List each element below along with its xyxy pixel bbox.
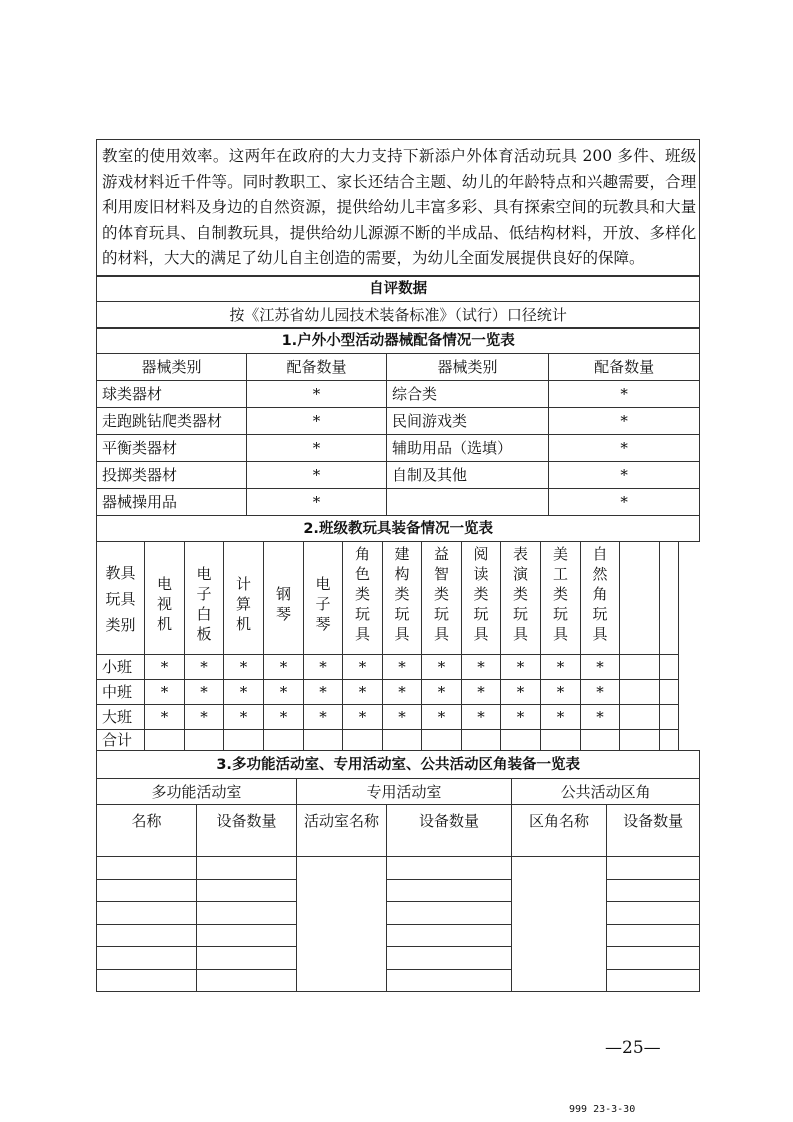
table2-cell (620, 730, 660, 751)
table3-cell (607, 902, 700, 925)
column-header-char: 计 (235, 575, 251, 594)
table2-cell (501, 730, 541, 751)
table3-cell (607, 857, 700, 880)
table2-cell (224, 730, 264, 751)
table2-cell (660, 730, 679, 751)
table3-subheader: 活动室名称 (297, 805, 387, 857)
table2-cell (383, 730, 422, 751)
table3-cell (607, 947, 700, 970)
corner-label: 教具 (105, 564, 136, 583)
table2-cell: * (224, 655, 264, 680)
column-header-char: 具 (473, 625, 489, 644)
column-header-char: 类 (433, 585, 449, 604)
table3-cell (197, 947, 297, 970)
column-header-char: 电 (156, 575, 172, 594)
table2-cell (620, 705, 660, 730)
column-header-char: 玩 (394, 605, 410, 624)
table2-cell: * (383, 680, 422, 705)
corner-label: 玩具 (105, 590, 136, 609)
table1-header: 器械类别 (387, 354, 549, 381)
table1-category: 走跑跳钻爬类器材 (97, 408, 247, 435)
table2-cell: * (145, 655, 185, 680)
table2-cell (422, 730, 462, 751)
table3-cell (387, 947, 512, 970)
table3-cell (197, 879, 297, 902)
table2-cell: * (185, 655, 224, 680)
table2-cell: * (383, 655, 422, 680)
column-header-char: 玩 (354, 605, 370, 624)
table3-subheader: 设备数量 (607, 805, 700, 857)
table2-cell (304, 730, 343, 751)
table1-category: 综合类 (387, 381, 549, 408)
table2-cell: * (581, 705, 620, 730)
document-page (96, 139, 699, 992)
table3-group-header: 公共活动区角 (512, 779, 700, 805)
column-header-char: 读 (473, 565, 489, 584)
table2-cell: * (264, 680, 304, 705)
table3-cell (607, 969, 700, 992)
column-header-char: 类 (552, 585, 568, 604)
table2-cell (620, 655, 660, 680)
table2-cell: * (145, 705, 185, 730)
column-header-char: 工 (552, 565, 568, 584)
table2-cell: * (462, 705, 501, 730)
column-header-char: 益 (433, 545, 449, 564)
table2-row-label: 大班 (97, 705, 145, 730)
table3-cell (97, 969, 197, 992)
table2-row-label: 合计 (97, 730, 145, 751)
table1-quantity: * (549, 489, 700, 516)
table1-quantity: * (549, 408, 700, 435)
column-header-char: 玩 (592, 605, 608, 624)
table1-header: 器械类别 (97, 354, 247, 381)
table3-cell (97, 857, 197, 880)
table2-column-header (224, 542, 264, 655)
table3-subheader: 设备数量 (197, 805, 297, 857)
table3-cell (387, 857, 512, 880)
table2-cell: * (185, 680, 224, 705)
table1-category: 自制及其他 (387, 462, 549, 489)
column-header-char: 角 (354, 545, 370, 564)
table2-cell (660, 705, 679, 730)
column-header-char: 然 (592, 565, 608, 584)
table2-cell (343, 730, 383, 751)
footer-code: 999 23-3-30 (569, 1104, 636, 1115)
table2-cell: * (501, 680, 541, 705)
corner-label: 类别 (105, 616, 136, 635)
table2-cell (185, 730, 224, 751)
table3-cell (607, 924, 700, 947)
column-header-char: 板 (196, 625, 212, 644)
column-header-char: 表 (512, 545, 528, 564)
table2-cell: * (343, 705, 383, 730)
table1-quantity: * (549, 462, 700, 489)
column-header-char: 智 (433, 565, 449, 584)
column-header-char: 琴 (315, 615, 331, 634)
table3-cell (97, 947, 197, 970)
column-header-char: 类 (394, 585, 410, 604)
column-header-char: 具 (394, 625, 410, 644)
table2-column-header (422, 542, 462, 655)
table2-cell: * (145, 680, 185, 705)
column-header-char: 具 (592, 625, 608, 644)
column-header-char: 机 (235, 615, 251, 634)
column-header-char: 电 (315, 575, 331, 594)
table3-cell (197, 924, 297, 947)
column-header-char: 自 (592, 545, 608, 564)
table3-cell (197, 969, 297, 992)
column-header-char: 玩 (473, 605, 489, 624)
table2-cell: * (541, 705, 581, 730)
table2-cell: * (422, 655, 462, 680)
intro-paragraph: 教室的使用效率。这两年在政府的大力支持下新添户外体育活动玩具 200 多件、班级游戏材料近千件等。同时教职工、家长还结合主题、幼儿的年龄特点和兴趣需要，合理利用废旧材料及身边的自然资源，提供给幼儿丰富多彩、具有探索空间的玩教具和大量的体育玩具、自制教玩具，提供给幼儿源源不断的半成品、低结构材料，开放、多样化的材料，大大的满足了幼儿自主创造的需要，为幼儿全面发展提供良好的保障。 (97, 140, 700, 276)
table2-title: 2.班级教玩具装备情况一览表 (97, 516, 700, 542)
table2-cell (264, 730, 304, 751)
table2-row-label: 中班 (97, 680, 145, 705)
column-header-char: 类 (473, 585, 489, 604)
table3-cell (387, 924, 512, 947)
self-eval-title: 自评数据 (97, 276, 700, 302)
table2-cell: * (343, 655, 383, 680)
table1-header: 配备数量 (549, 354, 700, 381)
table2-cell: * (224, 705, 264, 730)
table2-row-label: 小班 (97, 655, 145, 680)
table2-cell: * (224, 680, 264, 705)
table2-cell: * (304, 680, 343, 705)
table2-column-header (581, 542, 620, 655)
table2-column-header (501, 542, 541, 655)
column-header-char: 建 (394, 545, 410, 564)
table2-cell: * (304, 705, 343, 730)
table2-cell: * (383, 705, 422, 730)
table2-cell: * (264, 655, 304, 680)
table2-cell: * (581, 680, 620, 705)
table1-category: 平衡类器材 (97, 435, 247, 462)
table3-cell (97, 924, 197, 947)
table2-corner-header (97, 542, 145, 655)
column-header-char: 演 (512, 565, 528, 584)
table2-cell (145, 730, 185, 751)
main-table (96, 139, 700, 992)
column-header-char: 玩 (433, 605, 449, 624)
column-header-char: 类 (512, 585, 528, 604)
table1-quantity: * (247, 381, 387, 408)
table2-column-header (185, 542, 224, 655)
table1-category: 球类器材 (97, 381, 247, 408)
table2-cell (620, 680, 660, 705)
table1-quantity: * (247, 462, 387, 489)
column-header-char: 构 (394, 565, 410, 584)
table2-cell: * (462, 655, 501, 680)
table1-category: 辅助用品（选填） (387, 435, 549, 462)
table3-cell (97, 879, 197, 902)
column-header-char: 子 (315, 595, 331, 614)
table3-cell (197, 902, 297, 925)
table3-cell (197, 857, 297, 880)
column-header-char: 子 (196, 585, 212, 604)
table2-column-header (304, 542, 343, 655)
table2-cell: * (264, 705, 304, 730)
table1-title: 1.户外小型活动器械配备情况一览表 (97, 328, 700, 354)
table1-category (387, 489, 549, 516)
table1-quantity: * (247, 435, 387, 462)
table3-cell (387, 902, 512, 925)
table3-cell (387, 969, 512, 992)
column-header-char: 类 (354, 585, 370, 604)
table2-cell (462, 730, 501, 751)
table2-column-header (343, 542, 383, 655)
table3-subheader: 设备数量 (387, 805, 512, 857)
table2-column-header (264, 542, 304, 655)
column-header-char: 视 (156, 595, 172, 614)
column-header-char: 具 (552, 625, 568, 644)
table1-quantity: * (247, 489, 387, 516)
table2-cell: * (501, 705, 541, 730)
table2-cell: * (501, 655, 541, 680)
column-header-char: 具 (512, 625, 528, 644)
column-header-char: 机 (156, 615, 172, 634)
table3-title: 3.多功能活动室、专用活动室、公共活动区角装备一览表 (97, 751, 700, 779)
table1-quantity: * (549, 381, 700, 408)
table2-cell (660, 680, 679, 705)
table2-column-header (620, 542, 660, 655)
column-header-char: 阅 (473, 545, 489, 564)
column-header-char: 角 (592, 585, 608, 604)
column-header-char: 色 (354, 565, 370, 584)
table2-column-header (462, 542, 501, 655)
table2-cell: * (422, 680, 462, 705)
table3-group-header: 多功能活动室 (97, 779, 297, 805)
table2-cell: * (304, 655, 343, 680)
table2-cell: * (541, 655, 581, 680)
table3-merged-cell (512, 857, 607, 992)
table2-column-header (145, 542, 185, 655)
column-header-char: 算 (235, 595, 251, 614)
column-header-char: 白 (196, 605, 212, 624)
table1-quantity: * (247, 408, 387, 435)
table1-quantity: * (549, 435, 700, 462)
table2-column-header (541, 542, 581, 655)
table2-column-header (660, 542, 679, 655)
column-header-char: 电 (196, 565, 212, 584)
table3-cell (607, 879, 700, 902)
table2-cell: * (541, 680, 581, 705)
table2-cell: * (185, 705, 224, 730)
column-header-char: 钢 (275, 585, 291, 604)
table3-subheader: 区角名称 (512, 805, 607, 857)
table3-group-header: 专用活动室 (297, 779, 512, 805)
table1-category: 器械操用品 (97, 489, 247, 516)
table2-cell (581, 730, 620, 751)
table1-header: 配备数量 (247, 354, 387, 381)
table1-category: 民间游戏类 (387, 408, 549, 435)
table2-cell: * (422, 705, 462, 730)
column-header-char: 具 (433, 625, 449, 644)
column-header-char: 美 (552, 545, 568, 564)
table2-cell (541, 730, 581, 751)
table2-cell: * (343, 680, 383, 705)
table3-cell (97, 902, 197, 925)
table2-cell: * (581, 655, 620, 680)
column-header-char: 琴 (275, 605, 291, 624)
column-header-char: 玩 (512, 605, 528, 624)
table2-cell: * (462, 680, 501, 705)
table3-subheader: 名称 (97, 805, 197, 857)
page-number: —25— (605, 1038, 661, 1058)
column-header-char: 玩 (552, 605, 568, 624)
self-eval-subtitle: 按《江苏省幼儿园技术装备标准》（试行）口径统计 (97, 302, 700, 328)
table2-cell (660, 655, 679, 680)
column-header-char: 具 (354, 625, 370, 644)
table3-merged-cell (297, 857, 387, 992)
table3-cell (387, 879, 512, 902)
table1-category: 投掷类器材 (97, 462, 247, 489)
table2-column-header (383, 542, 422, 655)
